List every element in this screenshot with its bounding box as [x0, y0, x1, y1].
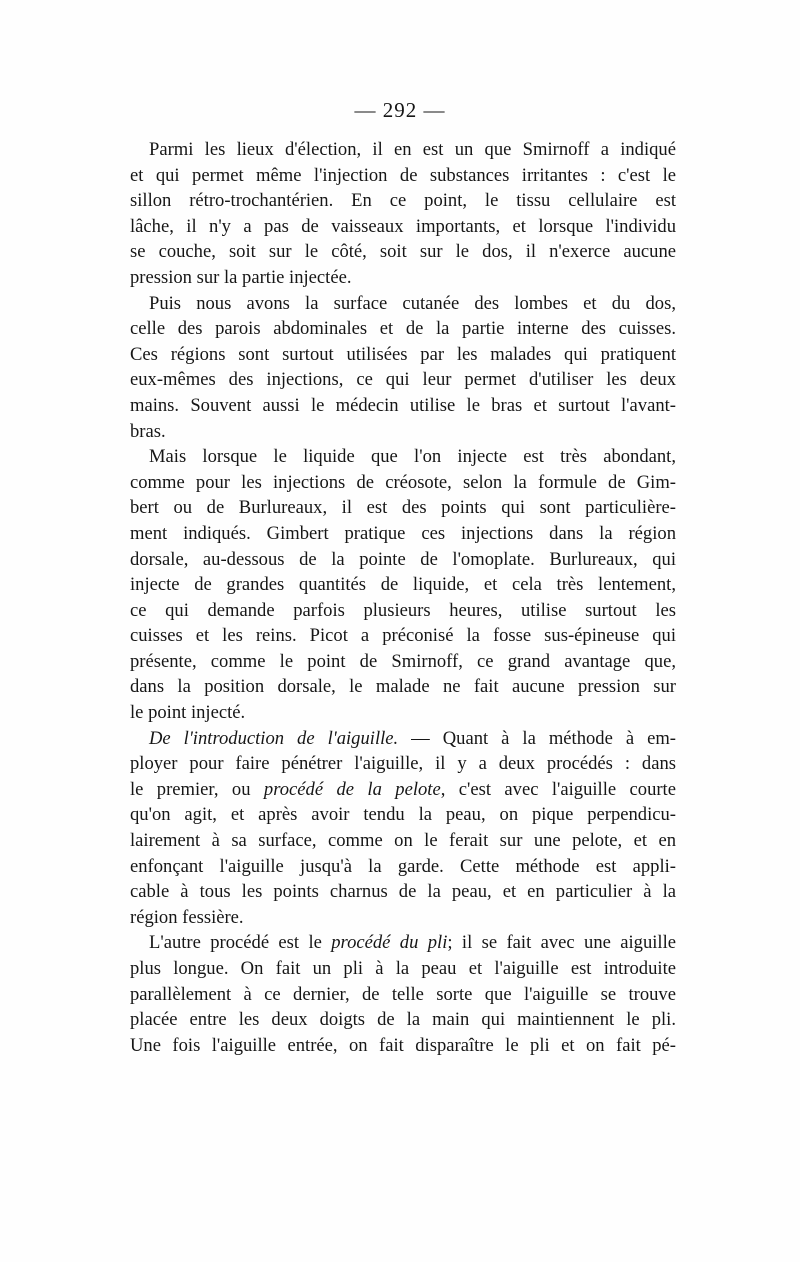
text-line: ployer pour faire pénétrer l'aiguille, il y a deux procédés : dans [130, 753, 676, 775]
text-line: comme pour les injections de créosote, selon la formule de Gim- [130, 471, 676, 493]
text-line: plus longue. On fait un pli à la peau et l'aiguille est introduite [130, 958, 676, 979]
text-segment: ; il se fait avec une aiguille [447, 932, 676, 954]
text-line: Puis nous avons la surface cutanée des lombes et du dos, [149, 292, 676, 314]
text-line: pression sur la partie injectée. [130, 266, 352, 288]
text-line: se couche, soit sur le côté, soit sur le dos, il n'exerce aucune [130, 241, 676, 263]
text-line: lairement à sa surface, comme on le ferait sur une pelote, et en [130, 830, 676, 852]
text-line: cable à tous les points charnus de la peau, et en particulier à la [130, 881, 676, 903]
text-line: Une fois l'aiguille entrée, on fait disparaître le pli et on fait pé- [130, 1034, 676, 1056]
text-line: et qui permet même l'injection de substances irritantes : c'est le [130, 164, 676, 186]
text-line [130, 930, 676, 956]
text-line: eux-mêmes des injections, ce qui leur permet d'utiliser les deux [130, 369, 676, 391]
paragraph-3 [130, 444, 676, 726]
paragraph-2 [130, 291, 676, 445]
text-line: Mais lorsque le liquide que l'on injecte est très abondant, [149, 446, 676, 468]
text-line: ce qui demande parfois plusieurs heures, utilise surtout les [130, 599, 676, 621]
text-segment: , c'est avec l'aiguille courte [440, 778, 676, 800]
text-line: le point injecté. [130, 702, 246, 724]
text-line: Parmi les lieux d'élection, il en est un que Smirnoff a indiqué [149, 139, 676, 160]
paragraph-4 [130, 726, 676, 931]
body-text [130, 137, 676, 1058]
text-line: bert ou de Burlureaux, il est des points qui sont particulière- [130, 497, 676, 519]
text-line: dorsale, au-dessous de la pointe de l'omoplate. Burlureaux, qui [130, 548, 676, 570]
text-line: parallèlement à ce dernier, de telle sorte que l'aiguille se trouve [130, 983, 676, 1005]
text-line [130, 777, 676, 803]
page-number: — 292 — [354, 98, 446, 122]
text-line: ment indiqués. Gimbert pratique ces injections dans la région [130, 522, 676, 544]
text-line: Ces régions sont surtout utilisées par les malades qui pratiquent [130, 343, 676, 365]
text-segment: L'autre procédé est le [149, 932, 332, 954]
paragraph-5 [130, 930, 676, 1058]
text-line: présente, comme le point de Smirnoff, ce grand avantage que, [130, 650, 676, 672]
text-line: placée entre les deux doigts de la main qui maintiennent le pli. [130, 1009, 676, 1031]
italic-term: procédé de la pelote [263, 778, 441, 800]
text-line: celle des parois abdominales et de la partie interne des cuisses. [130, 318, 676, 340]
text-line: mains. Souvent aussi le médecin utilise le bras et surtout l'avant- [130, 394, 676, 416]
section-heading: De l'introduction de l'aiguille. [149, 727, 399, 749]
text-line: sillon rétro-trochantérien. En ce point, le tissu cellulaire est [130, 190, 676, 212]
italic-term: procédé du pli [331, 932, 448, 954]
text-line: lâche, il n'y a pas de vaisseaux importants, et lorsque l'individu [130, 215, 676, 237]
text-line [130, 726, 676, 752]
text-line: injecte de grandes quantités de liquide, et cela très lentement, [130, 574, 676, 596]
text-segment: le premier, ou [130, 778, 264, 800]
text-line: bras. [130, 420, 166, 442]
text-line: dans la position dorsale, le malade ne fait aucune pression sur [130, 676, 676, 698]
text-line: qu'on agit, et après avoir tendu la peau, on pique perpendicu- [130, 804, 676, 826]
paragraph-1 [130, 137, 676, 291]
text-line: région fessière. [130, 906, 244, 928]
text-line: cuisses et les reins. Picot a préconisé la fosse sus-épineuse qui [130, 625, 676, 647]
heading-continuation: — Quant à la méthode à em- [398, 727, 676, 749]
text-line: enfonçant l'aiguille jusqu'à la garde. Cette méthode est appli- [130, 855, 676, 877]
